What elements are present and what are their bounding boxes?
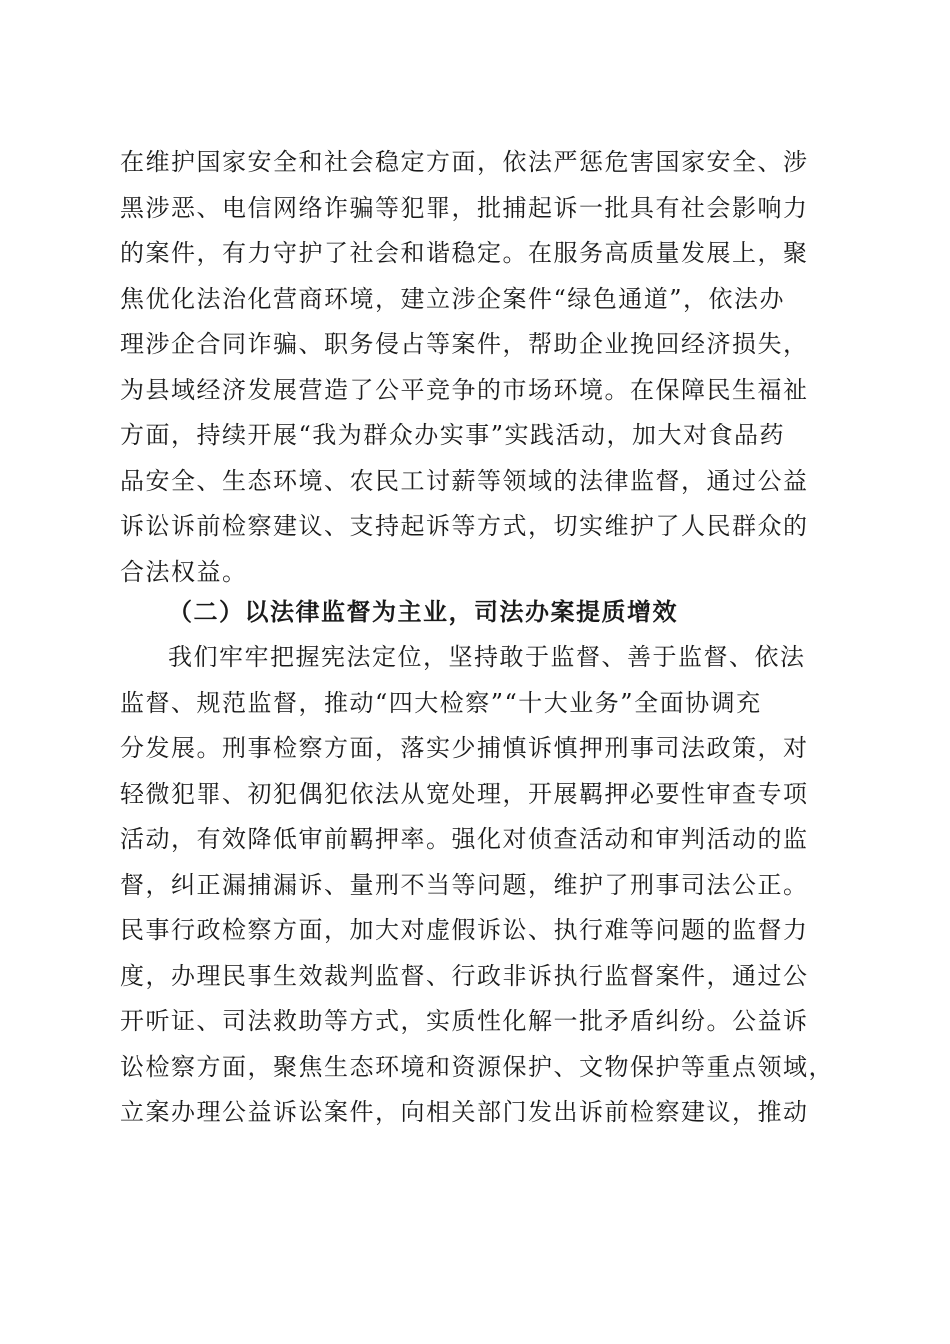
- paragraph-line: 轻微犯罪、初犯偶犯依法从宽处理，开展羁押必要性审查专项: [120, 779, 809, 808]
- section-heading: （二）以法律监督为主业，司法办案提质增效: [168, 598, 678, 626]
- paragraph-line: 理涉企合同诈骗、职务侵占等案件，帮助企业挽回经济损失，: [120, 330, 809, 358]
- paragraph-line: 我们牢牢把握宪法定位，坚持敢于监督、善于监督、依法: [168, 643, 806, 671]
- paragraph-line: 民事行政检察方面，加大对虚假诉讼、执行难等问题的监督力: [120, 916, 809, 944]
- paragraph-line: 的案件，有力守护了社会和谐稳定。在服务高质量发展上，聚: [120, 239, 809, 267]
- paragraph-line: 度，办理民事生效裁判监督、行政非诉执行监督案件，通过公: [120, 961, 809, 990]
- paragraph-line: 讼检察方面，聚焦生态环境和资源保护、文物保护等重点领域，: [120, 1052, 834, 1081]
- section-heading-block: [120, 590, 840, 636]
- paragraph-line: 诉讼诉前检察建议、支持起诉等方式，切实维护了人民群众的: [120, 512, 809, 540]
- paragraph-line: 分发展。刑事检察方面，落实少捕慎诉慎押刑事司法政策，对: [120, 734, 809, 762]
- paragraph-line: 焦优化法治化营商环境，建立涉企案件“绿色通道”，依法办: [120, 284, 786, 313]
- paragraph-line: 在维护国家安全和社会稳定方面，依法严惩危害国家安全、涉: [120, 148, 809, 176]
- paragraph-line: 合法权益。: [120, 557, 248, 586]
- paragraph-line: 黑涉恶、电信网络诈骗等犯罪，批捕起诉一批具有社会影响力: [120, 193, 809, 222]
- paragraph-line: 督，纠正漏捕漏诉、量刑不当等问题，维护了刑事司法公正。: [120, 870, 809, 899]
- paragraph-line: 为县域经济发展营造了公平竞争的市场环境。在保障民生福祉: [120, 375, 809, 404]
- paragraph-line: 品安全、生态环境、农民工讨薪等领域的法律监督，通过公益: [120, 466, 809, 495]
- paragraph-line: 监督、规范监督，推动“四大检察”“十大业务”全面协调充: [120, 688, 762, 717]
- paragraph-line: 活动，有效降低审前羁押率。强化对侦查活动和审判活动的监: [120, 825, 809, 853]
- paragraph-line: 方面，持续开展“我为群众办实事”实践活动，加大对食品药: [120, 421, 786, 449]
- paragraph-2: [120, 635, 840, 1136]
- paragraph-line: 开听证、司法救助等方式，实质性化解一批矛盾纠纷。公益诉: [120, 1007, 809, 1035]
- paragraph-line: 立案办理公益诉讼案件，向相关部门发出诉前检察建议，推动: [120, 1098, 809, 1126]
- paragraph-1: [120, 140, 840, 595]
